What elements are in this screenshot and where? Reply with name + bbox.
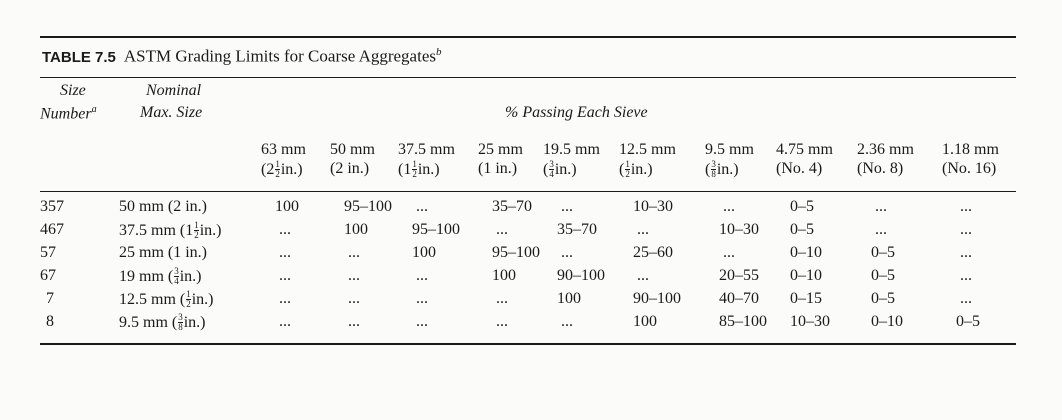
text: (2 in.)	[330, 160, 370, 177]
text: (No. 8)	[857, 160, 904, 177]
percent-passing-cell: 35–70	[492, 198, 532, 215]
text-prefix: 12.5 mm (	[119, 290, 186, 308]
percent-passing-cell: ...	[723, 244, 735, 261]
text: 50 mm (2 in.)	[119, 198, 207, 215]
percent-passing-cell: ...	[561, 313, 573, 330]
percent-passing-cell: ...	[723, 198, 735, 215]
text-suffix: in.)	[183, 313, 206, 331]
percent-passing-cell: 85–100	[719, 313, 767, 330]
sieve-size-alt	[261, 160, 303, 179]
fraction-denominator: 2	[194, 230, 199, 240]
percent-passing-cell: 100	[633, 313, 657, 330]
percent-passing-cell: 35–70	[557, 221, 597, 238]
fraction	[178, 313, 183, 332]
percent-passing-cell: ...	[960, 198, 972, 215]
text-suffix: in.)	[199, 221, 222, 239]
text-prefix: (1	[398, 160, 412, 178]
fraction-numerator: 3	[174, 266, 179, 276]
text: (No. 16)	[942, 160, 997, 177]
fraction	[174, 267, 179, 286]
caption-rule	[40, 77, 1016, 78]
fraction-denominator: 2	[625, 169, 630, 179]
fraction-numerator: 1	[412, 159, 417, 169]
percent-passing-cell: ...	[416, 198, 428, 215]
fraction-denominator: 8	[711, 169, 716, 179]
percent-passing-cell: ...	[348, 313, 360, 330]
header-percent-passing: % Passing Each Sieve	[505, 104, 648, 121]
percent-passing-cell: ...	[279, 267, 291, 284]
size-number-cell: 57	[40, 244, 56, 261]
percent-passing-cell: 25–60	[633, 244, 673, 261]
sieve-size-mm: 4.75 mm	[776, 141, 833, 158]
percent-passing-cell: ...	[875, 198, 887, 215]
text-suffix: in.)	[280, 160, 303, 178]
percent-passing-cell: 100	[275, 198, 299, 215]
percent-passing-cell: 0–10	[871, 313, 903, 330]
fraction	[275, 160, 280, 179]
sieve-size-alt	[478, 160, 517, 178]
percent-passing-cell: 100	[492, 267, 516, 284]
text-prefix: (	[619, 160, 625, 178]
table-caption	[42, 46, 442, 67]
size-number-cell: 7	[46, 290, 54, 307]
sieve-size-alt	[398, 160, 440, 179]
fraction	[194, 221, 199, 240]
fraction-numerator: 1	[275, 159, 280, 169]
percent-passing-cell: 10–30	[790, 313, 830, 330]
table-title: ASTM Grading Limits for Coarse Aggregates	[123, 46, 436, 66]
text-suffix: in.)	[630, 160, 653, 178]
fraction	[711, 160, 716, 179]
percent-passing-cell: 10–30	[633, 198, 673, 215]
percent-passing-cell: ...	[279, 244, 291, 261]
header-number-text: Number	[40, 105, 92, 123]
sieve-size-alt	[619, 160, 653, 179]
sieve-size-mm: 50 mm	[330, 141, 375, 158]
fraction-numerator: 3	[178, 312, 183, 322]
sieve-size-alt	[942, 160, 996, 178]
sieve-size-mm: 1.18 mm	[942, 141, 999, 158]
sieve-size-mm: 2.36 mm	[857, 141, 914, 158]
percent-passing-cell: ...	[637, 267, 649, 284]
header-size: Size	[60, 82, 86, 99]
percent-passing-cell: ...	[496, 221, 508, 238]
fraction	[549, 160, 554, 179]
text-suffix: in.)	[716, 160, 739, 178]
header-number-footnote: a	[91, 104, 97, 115]
percent-passing-cell: 95–100	[344, 198, 392, 215]
fraction	[412, 160, 417, 179]
header-rule	[40, 191, 1016, 192]
percent-passing-cell: ...	[416, 267, 428, 284]
percent-passing-cell: 0–5	[871, 244, 895, 261]
sieve-size-alt	[705, 160, 739, 179]
sieve-size-alt	[330, 160, 369, 178]
nominal-size-cell	[119, 290, 214, 309]
percent-passing-cell: 0–5	[871, 267, 895, 284]
title-footnote-marker: b	[436, 46, 442, 58]
percent-passing-cell: 0–5	[790, 198, 814, 215]
fraction-numerator: 1	[194, 220, 199, 230]
percent-passing-cell: ...	[416, 313, 428, 330]
sieve-size-mm: 9.5 mm	[705, 141, 754, 158]
sieve-size-alt	[543, 160, 577, 179]
percent-passing-cell: 100	[412, 244, 436, 261]
text-prefix: 19 mm (	[119, 267, 174, 285]
percent-passing-cell: 100	[557, 290, 581, 307]
percent-passing-cell: ...	[348, 244, 360, 261]
fraction-denominator: 2	[275, 169, 280, 179]
percent-passing-cell: ...	[279, 290, 291, 307]
percent-passing-cell: ...	[348, 267, 360, 284]
percent-passing-cell: ...	[279, 313, 291, 330]
fraction-numerator: 1	[186, 289, 191, 299]
text: (1 in.)	[478, 160, 518, 177]
top-rule	[40, 36, 1016, 38]
sieve-size-alt	[776, 160, 822, 178]
text-suffix: in.)	[417, 160, 440, 178]
header-max-size: Max. Size	[140, 104, 203, 121]
sieve-size-mm: 37.5 mm	[398, 141, 455, 158]
percent-passing-cell: ...	[960, 267, 972, 284]
percent-passing-cell: ...	[496, 313, 508, 330]
percent-passing-cell: ...	[561, 198, 573, 215]
percent-passing-cell: 10–30	[719, 221, 759, 238]
percent-passing-cell: 40–70	[719, 290, 759, 307]
fraction-denominator: 4	[174, 276, 179, 286]
percent-passing-cell: ...	[561, 244, 573, 261]
percent-passing-cell: ...	[637, 221, 649, 238]
percent-passing-cell: ...	[496, 290, 508, 307]
sieve-size-mm: 19.5 mm	[543, 141, 600, 158]
text: (No. 4)	[776, 160, 823, 177]
size-number-cell: 357	[40, 198, 64, 215]
percent-passing-cell: 95–100	[492, 244, 540, 261]
percent-passing-cell: 0–10	[790, 267, 822, 284]
percent-passing-cell: 0–10	[790, 244, 822, 261]
header-number	[40, 104, 97, 123]
percent-passing-cell: 0–5	[871, 290, 895, 307]
bottom-rule	[40, 343, 1016, 345]
size-number-cell: 467	[40, 221, 64, 238]
table-label: TABLE 7.5	[42, 48, 116, 66]
sieve-size-mm: 12.5 mm	[619, 141, 676, 158]
text: 25 mm (1 in.)	[119, 244, 207, 261]
percent-passing-cell: 0–15	[790, 290, 822, 307]
percent-passing-cell: ...	[875, 221, 887, 238]
nominal-size-cell	[119, 244, 207, 262]
percent-passing-cell: 90–100	[557, 267, 605, 284]
text-suffix: in.)	[554, 160, 577, 178]
percent-passing-cell: ...	[960, 290, 972, 307]
percent-passing-cell: ...	[279, 221, 291, 238]
percent-passing-cell: 100	[344, 221, 368, 238]
text-prefix: 9.5 mm (	[119, 313, 178, 331]
percent-passing-cell: 95–100	[412, 221, 460, 238]
fraction-denominator: 8	[178, 322, 183, 332]
sieve-size-mm: 63 mm	[261, 141, 306, 158]
fraction	[186, 290, 191, 309]
nominal-size-cell	[119, 267, 202, 286]
size-number-cell: 8	[46, 313, 54, 330]
fraction	[625, 160, 630, 179]
percent-passing-cell: 20–55	[719, 267, 759, 284]
nominal-size-cell	[119, 198, 207, 216]
text-prefix: (	[543, 160, 549, 178]
percent-passing-cell: 0–5	[790, 221, 814, 238]
percent-passing-cell: ...	[416, 290, 428, 307]
fraction-denominator: 2	[412, 169, 417, 179]
text-prefix: (	[705, 160, 711, 178]
sieve-size-mm: 25 mm	[478, 141, 523, 158]
header-nominal: Nominal	[146, 82, 202, 99]
text-suffix: in.)	[191, 290, 214, 308]
text-suffix: in.)	[179, 267, 202, 285]
text-prefix: (2	[261, 160, 275, 178]
percent-passing-cell: 90–100	[633, 290, 681, 307]
fraction-numerator: 1	[625, 159, 630, 169]
size-number-cell: 67	[40, 267, 56, 284]
percent-passing-cell: ...	[960, 221, 972, 238]
nominal-size-cell	[119, 313, 206, 332]
percent-passing-cell: 0–5	[956, 313, 980, 330]
fraction-numerator: 3	[549, 159, 554, 169]
percent-passing-cell: ...	[960, 244, 972, 261]
fraction-numerator: 3	[711, 159, 716, 169]
nominal-size-cell	[119, 221, 222, 240]
sieve-size-alt	[857, 160, 903, 178]
text-prefix: 37.5 mm (1	[119, 221, 194, 239]
fraction-denominator: 4	[549, 169, 554, 179]
percent-passing-cell: ...	[348, 290, 360, 307]
fraction-denominator: 2	[186, 299, 191, 309]
